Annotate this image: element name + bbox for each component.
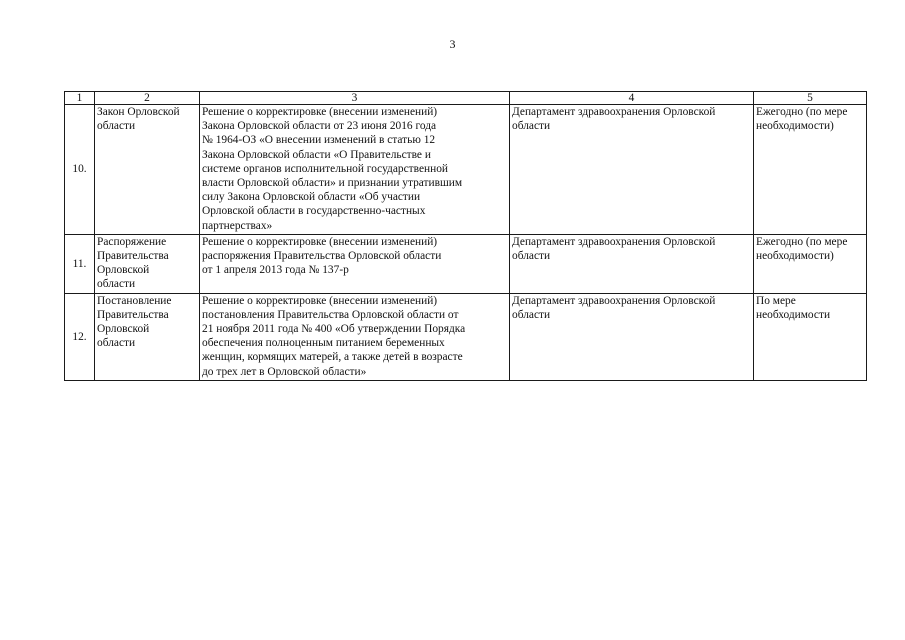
column-header-4: 4 bbox=[510, 92, 754, 105]
department-cell: Департамент здравоохранения Орловской области bbox=[510, 234, 754, 293]
column-header-1: 1 bbox=[65, 92, 95, 105]
column-header-5: 5 bbox=[754, 92, 867, 105]
row-number: 10. bbox=[65, 105, 95, 235]
decision-cell: Решение о корректировке (внесении изменений) Закона Орловской области от 23 июня 2016 года № 1964-ОЗ «О внесении изменений в статью 12 Закона Орловской области «О Правительстве и системе органов исполнительной государственной власти Орловской области» и признании утратившим силу Закона Орловской области «Об участии Орловской области в государственно-частных партнерствах» bbox=[200, 105, 510, 235]
row-number: 12. bbox=[65, 293, 95, 380]
table-row bbox=[65, 293, 867, 380]
column-header-2: 2 bbox=[95, 92, 200, 105]
period-cell: Ежегодно (по мере необходимости) bbox=[754, 234, 867, 293]
page-number: 3 bbox=[449, 37, 456, 51]
period-cell: По мере необходимости bbox=[754, 293, 867, 380]
table-row bbox=[65, 234, 867, 293]
department-cell: Департамент здравоохранения Орловской области bbox=[510, 293, 754, 380]
decision-cell: Решение о корректировке (внесении изменений) распоряжения Правительства Орловской области от 1 апреля 2013 года № 137-р bbox=[200, 234, 510, 293]
document-type-cell: Распоряжение Правительства Орловской области bbox=[95, 234, 200, 293]
column-header-3: 3 bbox=[200, 92, 510, 105]
plan-table bbox=[64, 91, 867, 381]
department-cell: Департамент здравоохранения Орловской области bbox=[510, 105, 754, 235]
row-number: 11. bbox=[65, 234, 95, 293]
decision-cell: Решение о корректировке (внесении изменений) постановления Правительства Орловской области от 21 ноября 2011 года № 400 «Об утверждении Порядка обеспечения полноценным питанием беременных женщин, кормящих матерей, а также детей в возрасте до трех лет в Орловской области» bbox=[200, 293, 510, 380]
table-header-row bbox=[65, 92, 867, 105]
document-type-cell: Закон Орловской области bbox=[95, 105, 200, 235]
document-type-cell: Постановление Правительства Орловской области bbox=[95, 293, 200, 380]
table-row bbox=[65, 105, 867, 235]
period-cell: Ежегодно (по мере необходимости) bbox=[754, 105, 867, 235]
